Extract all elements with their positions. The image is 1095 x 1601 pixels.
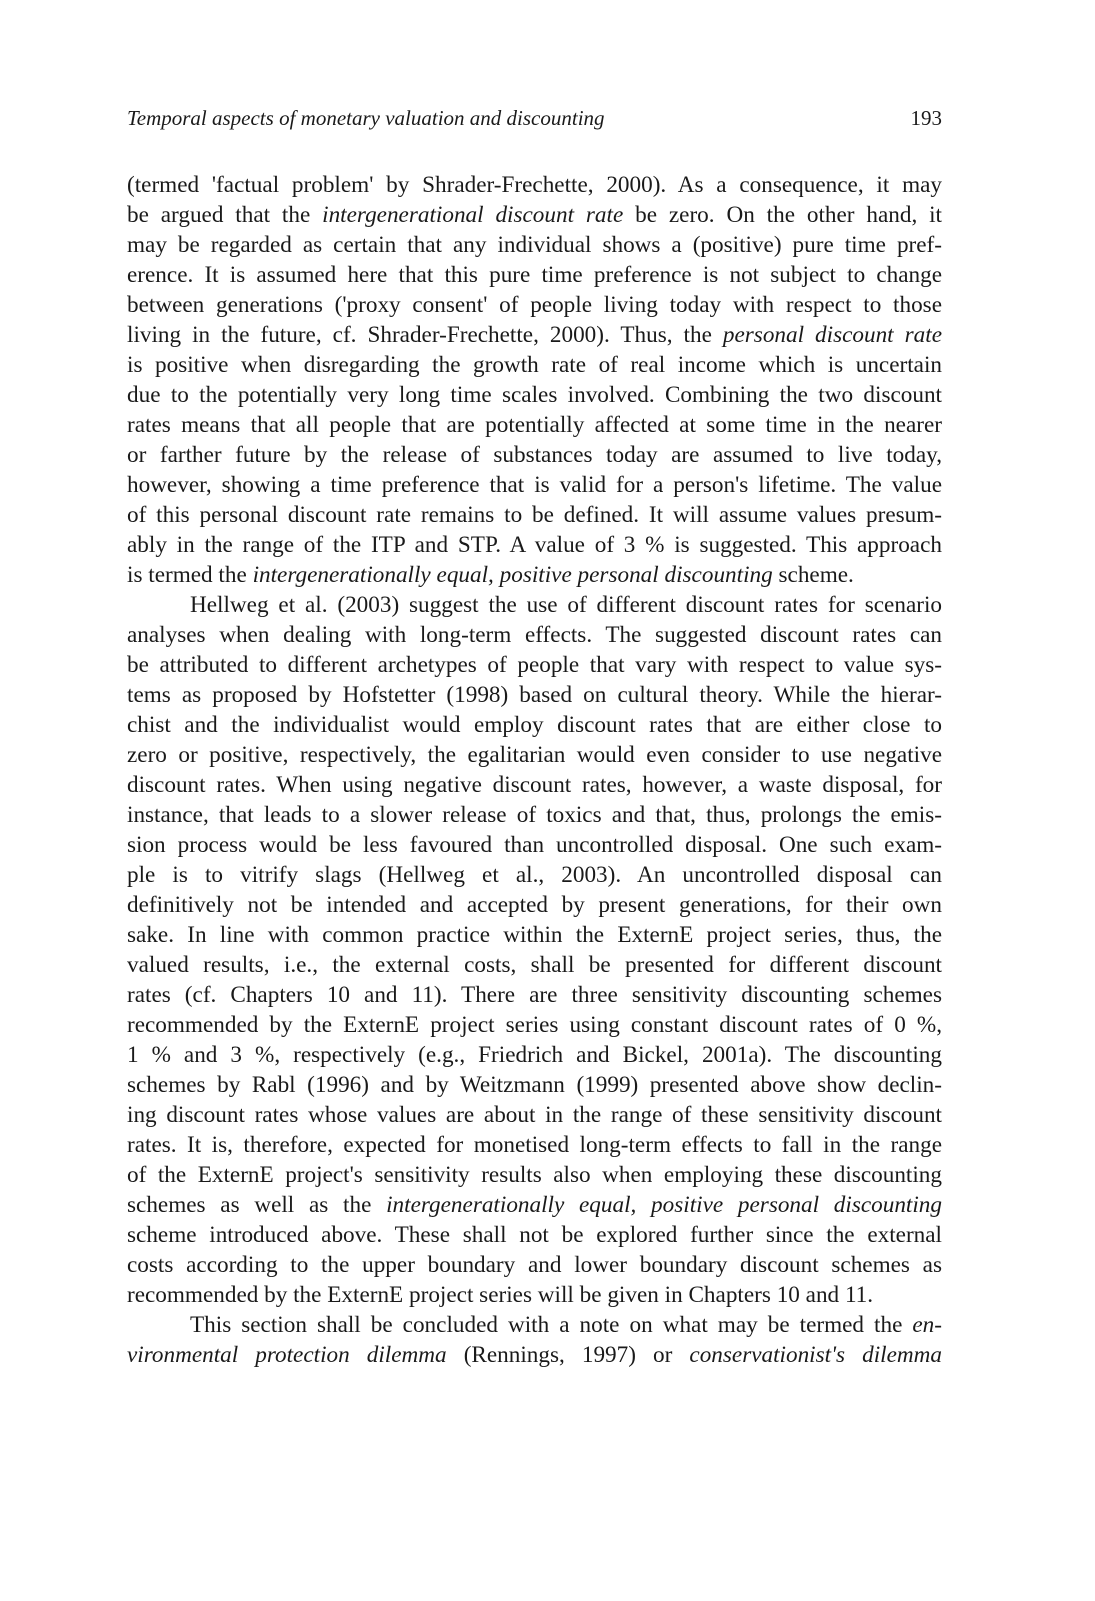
text-line <box>127 1160 942 1190</box>
text-run: or farther future by the release of substances today are assumed to live today, <box>127 442 942 468</box>
text-line <box>127 1190 942 1220</box>
text-run: recommended by the ExternE project series using constant discount rates of 0 %, <box>127 1012 942 1038</box>
text-line <box>127 590 942 620</box>
text-line <box>127 1070 942 1100</box>
text-run: zero or positive, respectively, the egalitarian would even consider to use negative <box>127 742 942 768</box>
text-line <box>127 860 942 890</box>
text-run: ing discount rates whose values are about in the range of these sensitivity discount <box>127 1102 942 1128</box>
text-run: ple is to vitrify slags (Hellweg et al., 2003). An uncontrolled disposal can <box>127 862 942 888</box>
text-run: however, showing a time preference that is valid for a person's lifetime. The value <box>127 472 942 498</box>
text-run: definitively not be intended and accepted by present generations, for their own <box>127 892 942 918</box>
text-line <box>127 620 942 650</box>
text-run: discount rates. When using negative discount rates, however, a waste disposal, for <box>127 772 942 798</box>
body-text <box>127 170 942 1370</box>
text-line <box>127 170 942 200</box>
text-run: recommended by the ExternE project series will be given in Chapters 10 and 11. <box>127 1282 874 1308</box>
text-line <box>127 1220 942 1250</box>
text-line <box>127 830 942 860</box>
text-line <box>127 380 942 410</box>
text-run: is positive when disregarding the growth rate of real income which is uncertain <box>127 352 942 378</box>
text-run: rates means that all people that are potentially affected at some time in the nearer <box>127 412 942 438</box>
italic-term: intergenerational discount rate <box>322 202 624 228</box>
text-run: instance, that leads to a slower release of toxics and that, thus, prolongs the emis- <box>127 802 942 828</box>
text-line <box>127 1040 942 1070</box>
text-line <box>127 440 942 470</box>
text-line <box>127 920 942 950</box>
text-run: tems as proposed by Hofstetter (1998) based on cultural theory. While the hierar- <box>127 682 942 708</box>
text-line <box>127 260 942 290</box>
text-run: 1 % and 3 %, respectively (e.g., Friedrich and Bickel, 2001a). The discounting <box>127 1042 942 1068</box>
text-run: be argued that the <box>127 202 323 228</box>
text-line <box>127 740 942 770</box>
text-run: sake. In line with common practice within the ExternE project series, thus, the <box>127 922 942 948</box>
text-line <box>127 710 942 740</box>
page-header <box>127 103 942 133</box>
text-line <box>127 500 942 530</box>
text-line <box>127 200 942 230</box>
italic-term: intergenerationally equal, positive personal discounting <box>252 562 773 588</box>
text-line <box>127 680 942 710</box>
text-run: erence. It is assumed here that this pure time preference is not subject to change <box>127 262 942 288</box>
text-line <box>127 770 942 800</box>
text-line <box>127 950 942 980</box>
text-run: may be regarded as certain that any individual shows a (positive) pure time pref- <box>127 232 942 258</box>
text-line <box>127 230 942 260</box>
text-run: schemes as well as the <box>127 1192 387 1218</box>
running-title: Temporal aspects of monetary valuation and discounting <box>127 106 605 130</box>
italic-term: intergenerationally equal, positive personal discounting <box>386 1192 942 1218</box>
italic-term: vironmental protection dilemma <box>127 1342 447 1368</box>
text-line <box>127 1310 942 1340</box>
text-line <box>127 1130 942 1160</box>
text-run: be zero. On the other hand, it <box>623 202 942 228</box>
text-line <box>127 1280 942 1310</box>
text-line <box>127 560 942 590</box>
page-number: 193 <box>910 106 942 130</box>
text-run: (termed 'factual problem' by Shrader-Frechette, 2000). As a consequence, it may <box>127 172 942 198</box>
italic-term: conservationist's dilemma <box>689 1342 942 1368</box>
text-line <box>127 1250 942 1280</box>
italic-term: en- <box>912 1312 942 1338</box>
text-line <box>127 320 942 350</box>
text-run: This section shall be concluded with a note on what may be termed the <box>190 1312 913 1338</box>
text-run: costs according to the upper boundary and lower boundary discount schemes as <box>127 1252 942 1278</box>
text-run: Hellweg et al. (2003) suggest the use of different discount rates for scenario <box>190 592 942 618</box>
text-run: chist and the individualist would employ discount rates that are either close to <box>127 712 942 738</box>
text-line <box>127 980 942 1010</box>
text-run: (Rennings, 1997) or <box>446 1342 690 1368</box>
text-run: ably in the range of the ITP and STP. A value of 3 % is suggested. This approach <box>127 532 942 558</box>
text-run: of the ExternE project's sensitivity results also when employing these discounting <box>127 1162 942 1188</box>
text-run: rates (cf. Chapters 10 and 11). There are three sensitivity discounting schemes <box>127 982 942 1008</box>
italic-term: personal discount rate <box>722 322 942 348</box>
text-run: of this personal discount rate remains to be defined. It will assume values presum- <box>127 502 942 528</box>
text-line <box>127 890 942 920</box>
text-run: be attributed to different archetypes of people that vary with respect to value sys- <box>127 652 942 678</box>
text-run: is termed the <box>127 562 253 588</box>
text-line <box>127 530 942 560</box>
text-run: scheme introduced above. These shall not be explored further since the external <box>127 1222 942 1248</box>
text-line <box>127 1340 942 1370</box>
text-line <box>127 350 942 380</box>
text-line <box>127 290 942 320</box>
text-run: due to the potentially very long time scales involved. Combining the two discount <box>127 382 942 408</box>
text-run: scheme. <box>772 562 854 588</box>
text-line <box>127 1100 942 1130</box>
text-line <box>127 650 942 680</box>
text-run: living in the future, cf. Shrader-Frechette, 2000). Thus, the <box>127 322 723 348</box>
text-line <box>127 410 942 440</box>
text-line <box>127 1010 942 1040</box>
text-run: between generations ('proxy consent' of people living today with respect to those <box>127 292 942 318</box>
text-run: sion process would be less favoured than uncontrolled disposal. One such exam- <box>127 832 942 858</box>
text-run: analyses when dealing with long-term effects. The suggested discount rates can <box>127 622 942 648</box>
text-run: schemes by Rabl (1996) and by Weitzmann (1999) presented above show declin- <box>127 1072 942 1098</box>
text-run: rates. It is, therefore, expected for monetised long-term effects to fall in the range <box>127 1132 942 1158</box>
text-line <box>127 470 942 500</box>
text-run: valued results, i.e., the external costs, shall be presented for different discount <box>127 952 942 978</box>
text-line <box>127 800 942 830</box>
